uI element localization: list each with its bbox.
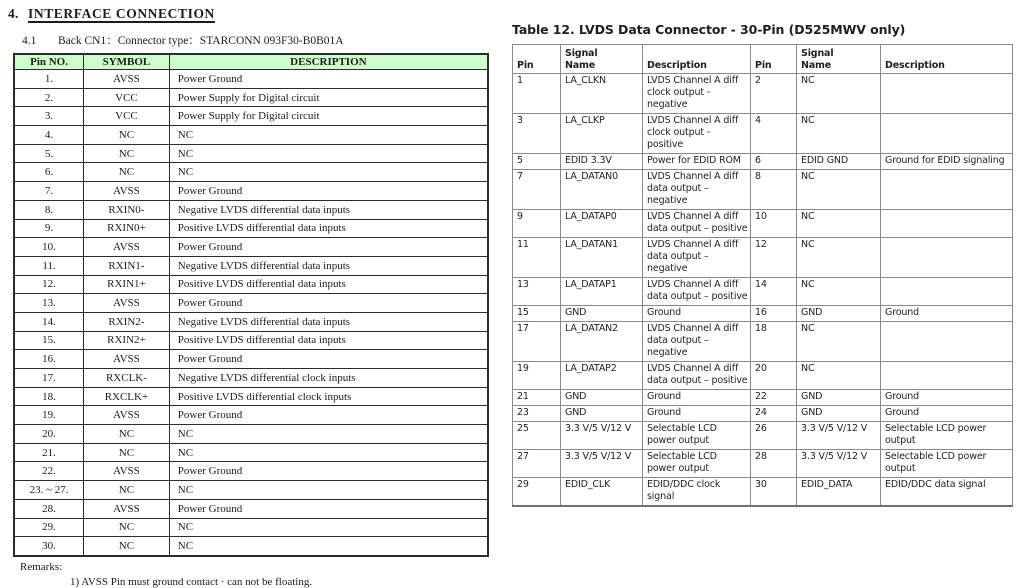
symbol-cell: AVSS — [84, 182, 170, 201]
lvds-data-connector-table — [512, 44, 1013, 507]
pin-table-row — [14, 537, 488, 556]
section-number: 4. — [8, 6, 19, 21]
lvds-table-row — [513, 114, 1013, 154]
symbol-cell: RXCLK+ — [84, 387, 170, 406]
pin-no-cell: 4. — [14, 126, 84, 145]
lvds-table-row — [513, 422, 1013, 450]
description-cell: Power Ground — [169, 350, 488, 369]
symbol-cell: AVSS — [84, 406, 170, 425]
description-cell-left: LVDS Channel A diff data output – positive — [643, 362, 751, 390]
symbol-cell: NC — [84, 443, 170, 462]
signal-name-cell-right: GND — [797, 406, 881, 422]
description-cell-right: Ground — [881, 390, 1013, 406]
lvds-table-row — [513, 478, 1013, 507]
pin-table-row — [14, 369, 488, 388]
pin-cell-left: 29 — [513, 478, 561, 507]
symbol-cell: RXIN0+ — [84, 219, 170, 238]
signal-name-cell-left: LA_DATAP2 — [561, 362, 643, 390]
signal-name-cell-left: GND — [561, 406, 643, 422]
description-cell: Negative LVDS differential data inputs — [169, 256, 488, 275]
pin-table-row — [14, 387, 488, 406]
description-cell-right — [881, 362, 1013, 390]
symbol-cell: RXIN1+ — [84, 275, 170, 294]
symbol-cell: AVSS — [84, 462, 170, 481]
description-cell: Power Ground — [169, 238, 488, 257]
signal-name-cell-left: LA_DATAP1 — [561, 278, 643, 306]
description-cell-left: LVDS Channel A diff data output – negative — [643, 170, 751, 210]
signal-name-cell-right: NC — [797, 74, 881, 114]
description-cell: Power Ground — [169, 462, 488, 481]
description-cell: Power Ground — [169, 406, 488, 425]
pin-no-cell: 10. — [14, 238, 84, 257]
pin-cell-right: 12 — [751, 238, 797, 278]
description-cell-left: Selectable LCD power output — [643, 450, 751, 478]
column-header-pin-right: Pin — [751, 45, 797, 74]
lvds-table-header-row — [513, 45, 1013, 74]
symbol-cell: NC — [84, 126, 170, 145]
pin-cell-right: 6 — [751, 154, 797, 170]
pin-table-row — [14, 481, 488, 500]
pin-cell-right: 22 — [751, 390, 797, 406]
signal-name-cell-left: 3.3 V/5 V/12 V — [561, 422, 643, 450]
description-cell: Power Ground — [169, 499, 488, 518]
symbol-cell: NC — [84, 163, 170, 182]
signal-name-cell-left: LA_DATAN1 — [561, 238, 643, 278]
description-cell-right: Ground — [881, 406, 1013, 422]
pin-table-row — [14, 107, 488, 126]
description-cell-right — [881, 238, 1013, 278]
lvds-table-row — [513, 390, 1013, 406]
description-cell: Power Ground — [169, 182, 488, 201]
pin-cell-right: 30 — [751, 478, 797, 507]
description-cell: Negative LVDS differential data inputs — [169, 200, 488, 219]
description-cell-left: LVDS Channel A diff data output – positive — [643, 278, 751, 306]
pin-no-cell: 18. — [14, 387, 84, 406]
description-cell: Power Ground — [169, 70, 488, 89]
pin-cell-left: 27 — [513, 450, 561, 478]
pin-table-row — [14, 294, 488, 313]
pin-cell-left: 5 — [513, 154, 561, 170]
symbol-cell: NC — [84, 537, 170, 556]
pin-no-cell: 12. — [14, 275, 84, 294]
pin-cell-left: 9 — [513, 210, 561, 238]
pin-no-cell: 5. — [14, 144, 84, 163]
column-header-signal-name-left: Signal Name — [561, 45, 643, 74]
description-cell-right — [881, 114, 1013, 154]
pin-no-cell: 6. — [14, 163, 84, 182]
signal-name-cell-left: LA_DATAP0 — [561, 210, 643, 238]
lvds-table-row — [513, 210, 1013, 238]
description-cell-right — [881, 322, 1013, 362]
pin-cell-right: 16 — [751, 306, 797, 322]
pin-no-cell: 13. — [14, 294, 84, 313]
lvds-table-row — [513, 406, 1013, 422]
lvds-table-row — [513, 238, 1013, 278]
pin-table-row — [14, 238, 488, 257]
pin-no-cell: 29. — [14, 518, 84, 537]
pin-no-cell: 9. — [14, 219, 84, 238]
pin-table-row — [14, 256, 488, 275]
pin-cell-left: 3 — [513, 114, 561, 154]
symbol-cell: NC — [84, 144, 170, 163]
symbol-cell: NC — [84, 425, 170, 444]
pin-no-cell: 14. — [14, 312, 84, 331]
pin-cell-right: 2 — [751, 74, 797, 114]
pin-table-row — [14, 499, 488, 518]
signal-name-cell-right: NC — [797, 114, 881, 154]
description-cell-left: LVDS Channel A diff data output – negative — [643, 322, 751, 362]
signal-name-cell-left: LA_CLKN — [561, 74, 643, 114]
description-cell: NC — [169, 481, 488, 500]
pin-no-cell: 8. — [14, 200, 84, 219]
pin-table-row — [14, 219, 488, 238]
subsection-number: 4.1 — [22, 35, 37, 47]
pin-no-cell: 15. — [14, 331, 84, 350]
description-cell: NC — [169, 126, 488, 145]
pin-table-row — [14, 144, 488, 163]
description-cell-left: Power for EDID ROM — [643, 154, 751, 170]
pin-cell-right: 8 — [751, 170, 797, 210]
pin-cell-left: 7 — [513, 170, 561, 210]
description-cell: Power Ground — [169, 294, 488, 313]
column-header-description: DESCRIPTION — [169, 54, 488, 70]
pin-table-row — [14, 163, 488, 182]
description-cell-right: Ground for EDID signaling — [881, 154, 1013, 170]
description-cell: Positive LVDS differential data inputs — [169, 275, 488, 294]
lvds-table-row — [513, 74, 1013, 114]
pin-no-cell: 7. — [14, 182, 84, 201]
column-header-symbol: SYMBOL — [84, 54, 170, 70]
pin-table-row — [14, 331, 488, 350]
description-cell: Negative LVDS differential data inputs — [169, 312, 488, 331]
symbol-cell: AVSS — [84, 499, 170, 518]
signal-name-cell-right: NC — [797, 170, 881, 210]
pin-cell-left: 13 — [513, 278, 561, 306]
column-header-pin-no: Pin NO. — [14, 54, 84, 70]
description-cell-left: LVDS Channel A diff clock output - positive — [643, 114, 751, 154]
pin-cell-right: 4 — [751, 114, 797, 154]
symbol-cell: RXCLK- — [84, 369, 170, 388]
description-cell-left: Ground — [643, 406, 751, 422]
pin-cell-left: 1 — [513, 74, 561, 114]
column-header-signal-name-right: Signal Name — [797, 45, 881, 74]
lvds-table-row — [513, 170, 1013, 210]
signal-name-cell-right: NC — [797, 278, 881, 306]
pin-no-cell: 19. — [14, 406, 84, 425]
description-cell-right: EDID/DDC data signal — [881, 478, 1013, 507]
description-cell-right: Selectable LCD power output — [881, 422, 1013, 450]
pin-no-cell: 23. ~ 27. — [14, 481, 84, 500]
pin-cell-right: 24 — [751, 406, 797, 422]
signal-name-cell-left: GND — [561, 306, 643, 322]
pin-no-cell: 22. — [14, 462, 84, 481]
pin-cell-right: 14 — [751, 278, 797, 306]
signal-name-cell-right: NC — [797, 362, 881, 390]
description-cell-left: Ground — [643, 390, 751, 406]
interface-connection-section — [8, 6, 494, 588]
description-cell-left: Selectable LCD power output — [643, 422, 751, 450]
pin-cell-right: 28 — [751, 450, 797, 478]
description-cell: Positive LVDS differential data inputs — [169, 219, 488, 238]
description-cell-right — [881, 170, 1013, 210]
pin-cell-right: 10 — [751, 210, 797, 238]
description-cell: NC — [169, 537, 488, 556]
lvds-table-row — [513, 154, 1013, 170]
signal-name-cell-right: EDID GND — [797, 154, 881, 170]
section-heading — [8, 6, 494, 22]
pin-no-cell: 11. — [14, 256, 84, 275]
pin-table-row — [14, 70, 488, 89]
column-header-description-left: Description — [643, 45, 751, 74]
pin-cell-left: 19 — [513, 362, 561, 390]
pin-no-cell: 17. — [14, 369, 84, 388]
symbol-cell: NC — [84, 481, 170, 500]
signal-name-cell-left: 3.3 V/5 V/12 V — [561, 450, 643, 478]
pin-cell-left: 21 — [513, 390, 561, 406]
signal-name-cell-left: LA_CLKP — [561, 114, 643, 154]
column-header-description-right: Description — [881, 45, 1013, 74]
lvds-table-row — [513, 306, 1013, 322]
lvds-table-row — [513, 450, 1013, 478]
pin-no-cell: 28. — [14, 499, 84, 518]
symbol-cell: RXIN0- — [84, 200, 170, 219]
pin-no-cell: 1. — [14, 70, 84, 89]
pin-cell-right: 20 — [751, 362, 797, 390]
cn1-pin-table — [13, 53, 489, 557]
signal-name-cell-right: NC — [797, 238, 881, 278]
symbol-cell: RXIN2+ — [84, 331, 170, 350]
signal-name-cell-left: EDID 3.3V — [561, 154, 643, 170]
signal-name-cell-right: NC — [797, 210, 881, 238]
description-cell-right: Selectable LCD power output — [881, 450, 1013, 478]
pin-table-row — [14, 425, 488, 444]
signal-name-cell-left: EDID_CLK — [561, 478, 643, 507]
pin-table-row — [14, 200, 488, 219]
remarks-label: Remarks: — [20, 560, 63, 573]
pin-table-row — [14, 275, 488, 294]
symbol-cell: AVSS — [84, 70, 170, 89]
description-cell-left: Ground — [643, 306, 751, 322]
symbol-cell: AVSS — [84, 350, 170, 369]
description-cell: Power Supply for Digital circuit — [169, 107, 488, 126]
signal-name-cell-left: LA_DATAN2 — [561, 322, 643, 362]
description-cell: Power Supply for Digital circuit — [169, 88, 488, 107]
pin-table-row — [14, 126, 488, 145]
signal-name-cell-left: GND — [561, 390, 643, 406]
symbol-cell: AVSS — [84, 294, 170, 313]
signal-name-cell-right: GND — [797, 390, 881, 406]
description-cell-right — [881, 74, 1013, 114]
lvds-table-row — [513, 362, 1013, 390]
description-cell-left: LVDS Channel A diff data output – positive — [643, 210, 751, 238]
description-cell: NC — [169, 443, 488, 462]
pin-cell-left: 15 — [513, 306, 561, 322]
remarks-block — [8, 561, 494, 588]
description-cell: NC — [169, 163, 488, 182]
remark-item: 1) AVSS Pin must ground contact · can not be floating. — [70, 575, 313, 588]
pin-table-row — [14, 462, 488, 481]
pin-table-row — [14, 350, 488, 369]
lvds-table-row — [513, 278, 1013, 306]
pin-cell-left: 25 — [513, 422, 561, 450]
symbol-cell: AVSS — [84, 238, 170, 257]
pin-table-row — [14, 406, 488, 425]
lvds-table-section — [512, 22, 1014, 507]
pin-cell-left: 17 — [513, 322, 561, 362]
pin-no-cell: 21. — [14, 443, 84, 462]
connector-type-text: Back CN1：Connector type：STARCONN 093F30-B0B01A — [58, 35, 344, 47]
signal-name-cell-right: EDID_DATA — [797, 478, 881, 507]
description-cell: Negative LVDS differential clock inputs — [169, 369, 488, 388]
description-cell-left: EDID/DDC clock signal — [643, 478, 751, 507]
pin-no-cell: 3. — [14, 107, 84, 126]
description-cell-right — [881, 278, 1013, 306]
pin-no-cell: 2. — [14, 88, 84, 107]
pin-table-row — [14, 88, 488, 107]
lvds-table-row — [513, 322, 1013, 362]
pin-no-cell: 16. — [14, 350, 84, 369]
description-cell: Positive LVDS differential clock inputs — [169, 387, 488, 406]
description-cell: Positive LVDS differential data inputs — [169, 331, 488, 350]
description-cell-right: Ground — [881, 306, 1013, 322]
pin-no-cell: 20. — [14, 425, 84, 444]
pin-table-row — [14, 443, 488, 462]
symbol-cell: NC — [84, 518, 170, 537]
symbol-cell: RXIN2- — [84, 312, 170, 331]
pin-cell-right: 26 — [751, 422, 797, 450]
pin-cell-left: 23 — [513, 406, 561, 422]
subsection-line — [22, 32, 494, 48]
description-cell: NC — [169, 144, 488, 163]
pin-table-row — [14, 518, 488, 537]
signal-name-cell-right: 3.3 V/5 V/12 V — [797, 422, 881, 450]
column-header-pin-left: Pin — [513, 45, 561, 74]
description-cell-left: LVDS Channel A diff clock output - negative — [643, 74, 751, 114]
pin-table-row — [14, 182, 488, 201]
symbol-cell: RXIN1- — [84, 256, 170, 275]
description-cell: NC — [169, 425, 488, 444]
description-cell: NC — [169, 518, 488, 537]
description-cell-right — [881, 210, 1013, 238]
pin-cell-left: 11 — [513, 238, 561, 278]
signal-name-cell-left: LA_DATAN0 — [561, 170, 643, 210]
pin-no-cell: 30. — [14, 537, 84, 556]
signal-name-cell-right: 3.3 V/5 V/12 V — [797, 450, 881, 478]
description-cell-left: LVDS Channel A diff data output – negative — [643, 238, 751, 278]
section-title: INTERFACE CONNECTION — [28, 6, 215, 21]
symbol-cell: VCC — [84, 88, 170, 107]
table12-title: Table 12. LVDS Data Connector - 30-Pin (D525MWV only) — [512, 22, 906, 37]
signal-name-cell-right: GND — [797, 306, 881, 322]
pin-table-header-row — [14, 54, 488, 70]
signal-name-cell-right: NC — [797, 322, 881, 362]
symbol-cell: VCC — [84, 107, 170, 126]
pin-cell-right: 18 — [751, 322, 797, 362]
pin-table-row — [14, 312, 488, 331]
